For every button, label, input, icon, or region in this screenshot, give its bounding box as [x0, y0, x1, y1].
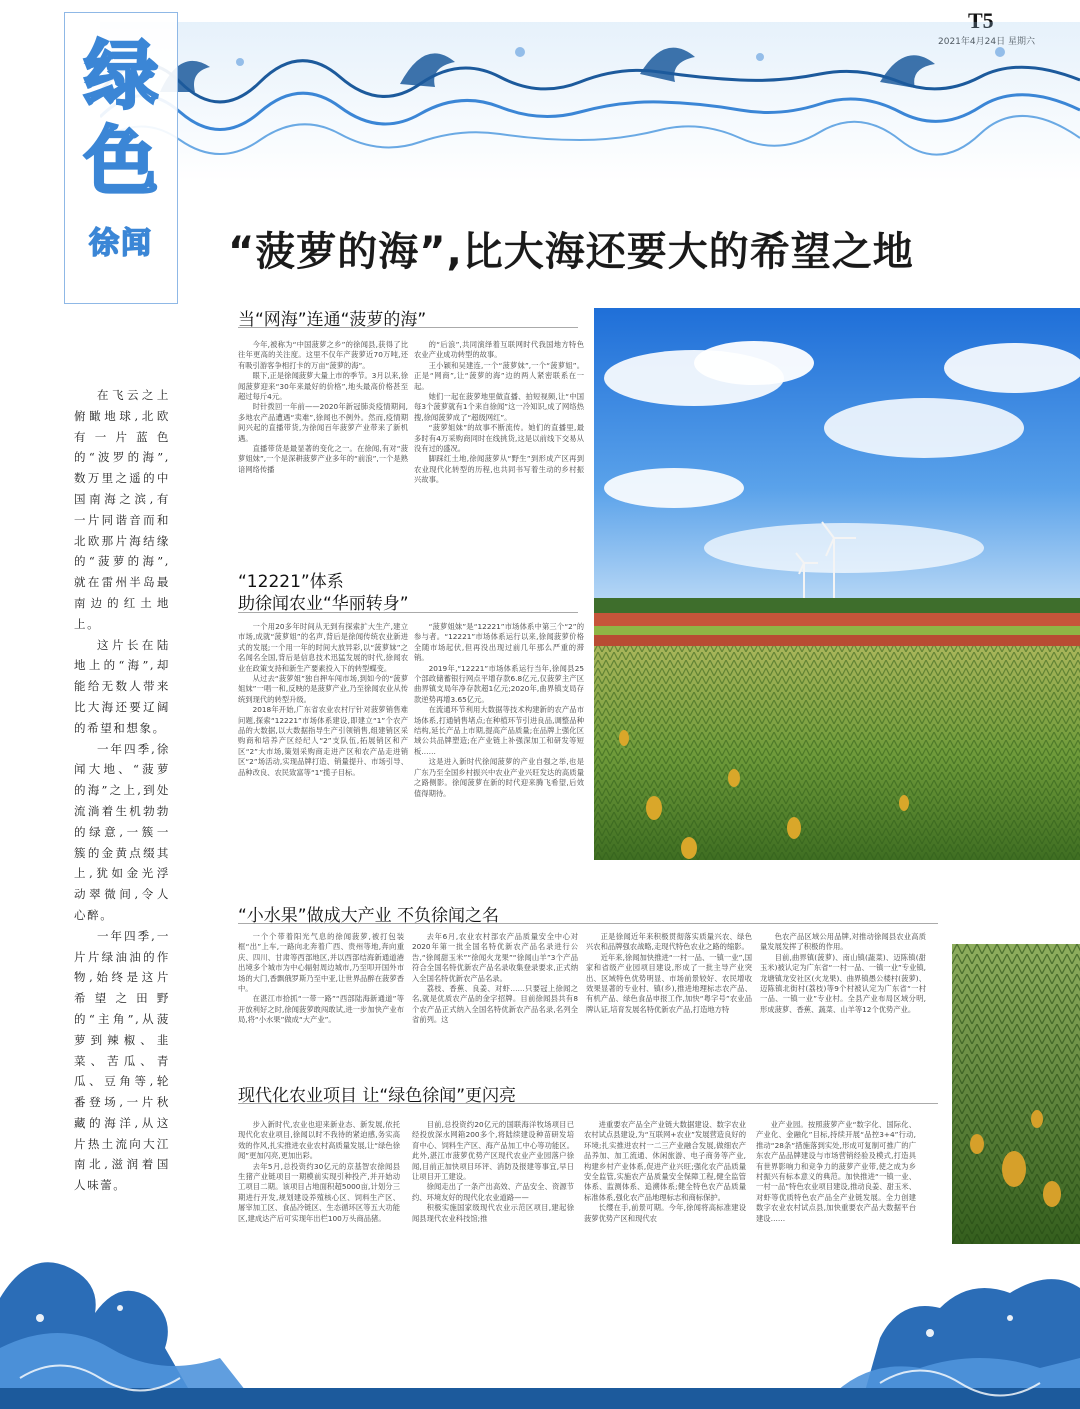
paragraph: 去年5月,总投资约30亿元的京基智农徐闻县生猪产业链项目一期模前实现引种投产,并开始动工项目二期。该项目占地面积超5000亩,计划分三期进行开发,规划建设养殖核心区、饲料生产区、屠宰加工区、食品冷链区、生态循环区等五大功能区,建成达产后可实现年出栏100万头商品猪。 [238, 1161, 400, 1223]
section-3-column-2 [412, 932, 578, 1062]
paragraph: 这是进入新时代徐闻菠萝的产业自强之举,也是广东乃至全国乡村振兴中农业产业兴旺发达的高质量之路侧影。徐闻菠萝在新的时代迎来腾飞希望,后效值得期待。 [414, 757, 584, 798]
masthead-char-color: 色 [84, 119, 158, 205]
paragraph: 2019年,“12221”市场体系运行当年,徐闻县25个部政储蓄银行网点平增存款6.8亿元,仅菠萝主产区曲界镇支局年净存款超1亿元;2020年,曲界镇支局存款逆势再增3.65亿元。 [414, 663, 584, 704]
masthead-subtitle: 徐闻 [89, 226, 153, 261]
section-2-column-2 [414, 622, 584, 847]
left-intro-column [74, 385, 170, 1196]
paragraph: 直播带货是最显著的变化之一。在徐闻,有对“菠萝姐妹”,一个是深耕菠萝产业多年的“前浪”,一个是熟谙网络传播 [238, 444, 408, 474]
section-divider [238, 923, 938, 924]
section-title-2-line-1: “12221”体系 [238, 572, 344, 592]
paragraph: 的“后浪”,共同演绎着互联网时代我国地方特色农业产业成功转型的故事。 [414, 340, 584, 360]
pineapple-closeup-photo [952, 944, 1080, 1244]
section-3-column-4 [760, 932, 926, 1062]
paragraph: 眼下,正是徐闻菠萝大量上市的季节。3月以来,徐闻菠萝迎来“30年来最好的价格”,地头最高价格甚至超过每斤4元。 [238, 371, 408, 402]
paragraph: 她们一起在菠萝地里做直播、拍短视频,让“中国每3个菠萝就有1个来自徐闻”这一冷知识,成了网络热搜,徐闻菠萝成了“超级网红”。 [414, 392, 584, 422]
paragraph: 今年,被称为“中国菠萝之乡”的徐闻县,获得了比往年更高的关注度。这里不仅年产菠萝近70万吨,还有吸引游客争相打卡的万亩“菠萝的海”。 [238, 340, 408, 370]
section-title-3: “小水果”做成大产业 不负徐闻之名 [238, 906, 500, 926]
paragraph: 目前,总投资约20亿元的国联海洋牧场项目已经投放深水网箱200多个,将陆续建设种苗研发培育中心、饲料生产区、海产品加工中心等功能区。此外,湛江市菠萝优势产区现代农业产业园落户徐闻,目前正加快项目环评、消防及报建等事宜,早日让项目开工建设。 [412, 1120, 574, 1182]
paragraph: 正是徐闻近年来积极贯彻落实质量兴农、绿色兴农和品牌强农战略,走现代特色农业之路的缩影。 [586, 932, 752, 952]
paragraph: 进重要农产品全产业链大数据建设、数字农业农村试点县建设,为“互联网+农业”发展营造良好的环境;扎实推进农村一二三产业融合发展,做细农产品养加、加工流通、休闲旅游、电子商务等产业,构建乡村产业体系,促进产业兴旺;强化农产品质量安全监管,实施农产品质量安全保障工程,健全监管体系、监测体系、追溯体系;健全特色农产品质量标准体系,强化农产品地理标志和商标保护。 [584, 1120, 746, 1202]
paragraph: 在湛江市拾抓“一带一路”“西部陆海新通道”等开放利好之时,徐闻菠萝敢闯敢试,进一步加快产业布局,将“小水果”做成“大产业”。 [238, 994, 404, 1025]
intro-paragraph: 一年四季,一片片绿油油的作物,始终是这片希望之田野的“主角”,从菠萝到辣椒、韭菜、苦瓜、青瓜、豆角等,轮番登场,一片秋藏的海洋,从这片热土流向大江南北,滋润着国人味蕾。 [74, 928, 170, 1193]
paragraph: “菠萝姐妹”的故事不断流传。她们的直播里,最多时有4万采购商同时在线挑货,这是以前线下交易从没有过的盛况。 [414, 423, 584, 454]
section-title-4: 现代化农业项目 让“绿色徐闻”更闪亮 [238, 1086, 517, 1106]
bottom-wave-illustration [0, 1238, 1080, 1409]
paragraph: “菠萝姐妹”是“12221”市场体系中第三个“2”的参与者。“12221”市场体系运行以来,徐闻菠萝价格全随市场起伏,但再没出现过前几年那么严重的滞销。 [414, 622, 584, 663]
section-divider [238, 1103, 938, 1104]
paragraph: 王小颖和吴建连,一个“菠萝妹”,一个“菠萝姐”。正是“网商”,让“菠萝的海”边的两人紧密联系在一起。 [414, 360, 584, 391]
paragraph: 在流通环节利用大数据等技术构建新的农产品市场体系,打通销售堵点;在种植环节引进良品,调整品种结构,延长产品上市期,提高产品质量;在品牌上强化区域公共品牌塑造;在产业链上补强深加工和研发等短板…… [414, 705, 584, 756]
page-date: 2021年4月24日 星期六 [938, 37, 1035, 47]
intro-paragraph: 在飞云之上俯瞰地球,北欧有一片蓝色的“波罗的海”,数万里之遥的中国南海之滨,有一片同谐音而和北欧那片海结缘的“菠萝的海”,就在雷州半岛最南边的红土地上。 [74, 388, 170, 631]
masthead-box [64, 12, 178, 304]
intro-paragraph: 这片长在陆地上的“海”,却能给无数人带来比大海还要辽阔的希望和想象。 [74, 637, 170, 735]
section-3-column-3 [586, 932, 752, 1062]
paragraph: 去年6月,农业农村部农产品质量安全中心对2020年第一批全国名特优新农产品名录进行公告,“徐闻甜玉米”“徐闻火龙果”“徐闻山羊”3个产品符合全国名特优新农产品名录收集登录要求,正式纳入全国名特优新农产品名录。 [412, 932, 578, 983]
paragraph: 荔枝、香蕉、良姜、对虾……只要冠上徐闻之名,就是优质农产品的金字招牌。目前徐闻县共有8个农产品正式纳入全国名特优新农产品名录,名列全省前列。这 [412, 984, 578, 1025]
section-divider [238, 327, 578, 328]
paragraph: 业产业园。按照菠萝产业“数字化、国际化、产业化、金融化”目标,持续开展“品控3+4”行动,推动“28条”措施落到实处,形成可复制可推广的广东农产品品牌建设与市场营销经验及模式,打造具有世界影响力和竞争力的菠萝产业带,使之成为乡村振兴有标本意义的典范。加快推进“一镇一业、一村一品”特色农业项目建设,推动良姜、甜玉米、对虾等优质特色农产品全产业链发展。全力创建数字农业农村试点县,加快重要农产品大数据平台建设…… [756, 1120, 916, 1223]
paragraph: 时针拨回一年前——2020年新冠肺炎疫情期间,多地农产品遭遇“卖难”,徐闻也不例外。然而,疫情期间兴起的直播带货,为徐闻百年菠萝产业带来了新机遇。 [238, 402, 408, 443]
section-divider [238, 612, 578, 613]
section-3-column-1 [238, 932, 404, 1062]
paragraph: 目前,曲界镇(菠萝)、南山镇(蔬菜)、迈陈镇(甜玉米)被认定为广东省“一村一品、一镇一业”专业镇,龙塘镇龙安社区(火龙果)、曲界镇愚公楼村(菠萝)、迈陈镇北街村(荔枝)等9个村被认定为广东省“一村一品、一镇一业”专业村。全县产业布局区域分明,形成菠萝、香蕉、蔬菜、山羊等12个优势产业。 [760, 952, 926, 1014]
section-title-1: 当“网海”连通“菠萝的海” [238, 310, 427, 330]
paragraph: 步入新时代,农业也迎来新业态、新发展,依托现代化农业项目,徐闻以时不我待的紧迫感,务实高效的作风,扎实推进农业农村高质量发展,让“绿色徐闻”更加闪亮,更加出彩。 [238, 1120, 400, 1161]
pineapple-field-photo [594, 308, 1080, 860]
paragraph: 脚踩红土地,徐闻菠萝从“野生”到形成产区再到农业现代化转型的历程,也共同书写着生动的乡村振兴故事。 [414, 454, 584, 485]
section-1-column-1 [238, 340, 408, 530]
wave-banner-illustration [100, 22, 1080, 182]
page-number: T5 [968, 8, 994, 33]
paragraph: 积极实施国家级现代农业示范区项目,建起徐闻县现代农业科技馆;推 [412, 1203, 574, 1223]
paragraph: 2018年开始,广东省农业农村厅针对菠萝销售难问题,探索“12221”市场体系建设,即建立“1”个农产品的大数据,以大数据指导生产引领销售,组建销区采购商和培养产区经纪人“2”支队伍,拓展销区和产区“2”大市场,策划采购商走进产区和农产品走进销区“2”场活动,实现品牌打造、销量提升、市场引导、品种改良、农民致富等“1”揽子目标。 [238, 705, 408, 777]
section-title-2-line-2: 助徐闻农业“华丽转身” [238, 594, 409, 614]
paragraph: 徐闻走出了一条产出高效、产品安全、资源节约、环境友好的现代化农业道路—— [412, 1182, 574, 1202]
page-headline: “菠萝的海”,比大海还要大的希望之地 [228, 229, 914, 275]
paragraph: 一个用20多年时间从无到有探索扩大生产,建立市场,成就“菠萝姐”的名声,背后是徐闻传统农业新进式的发展;一个用一年的时间大放异彩,以“菠萝妹”之名闻名全国,背后是信息技术迅猛发展的时代,徐闻农业在政策支持和新生产要素投入下的转型蝶变。 [238, 622, 408, 673]
section-2-column-1 [238, 622, 408, 847]
paragraph: 近年来,徐闻加快推进“一村一品、一镇一业”,国家和省级产业园项目建设,形成了一批主导产业突出、区域特色优势明显、市场前景较好、农民增收效果显著的专业村、镇(乡),推进地理标志农产品、有机产品、绿色食品申报工作,加快“粤字号”农业品牌认证,培育发展名特优新农产品,打造地方特 [586, 952, 752, 1014]
paragraph: 长缨在手,前景可期。今年,徐闻将高标准建设菠萝优势产区和现代农 [584, 1203, 746, 1223]
section-1-column-2 [414, 340, 584, 530]
intro-paragraph: 一年四季,徐闻大地、“菠萝的海”之上,到处流淌着生机勃勃的绿意,一簇一簇的金黄点缀其上,犹如金光浮动翠微间,令人心醉。 [74, 741, 170, 922]
paragraph: 一个个带着阳光气息的徐闻菠萝,被打包装框“出”上车,一路向北奔着广西、贵州等地,奔向重庆、四川、甘肃等西部地区,并以西部结海新通道港出境多个城市为中心辐射周边城市,乃至叩开国外市场的大门,香飘俄罗斯乃至中亚,让世界品醉在菠萝香中。 [238, 932, 404, 994]
masthead-char-green: 绿 [84, 33, 158, 119]
paragraph: 色农产品区域公用品牌,对推动徐闻县农业高质量发展发挥了积极的作用。 [760, 932, 926, 952]
paragraph: 从过去“菠萝姐”独自押车闯市场,到如今的“菠萝姐妹”一唱一和,反映的是菠萝产业,乃至徐闻农业从传统到现代的转型升级。 [238, 674, 408, 704]
